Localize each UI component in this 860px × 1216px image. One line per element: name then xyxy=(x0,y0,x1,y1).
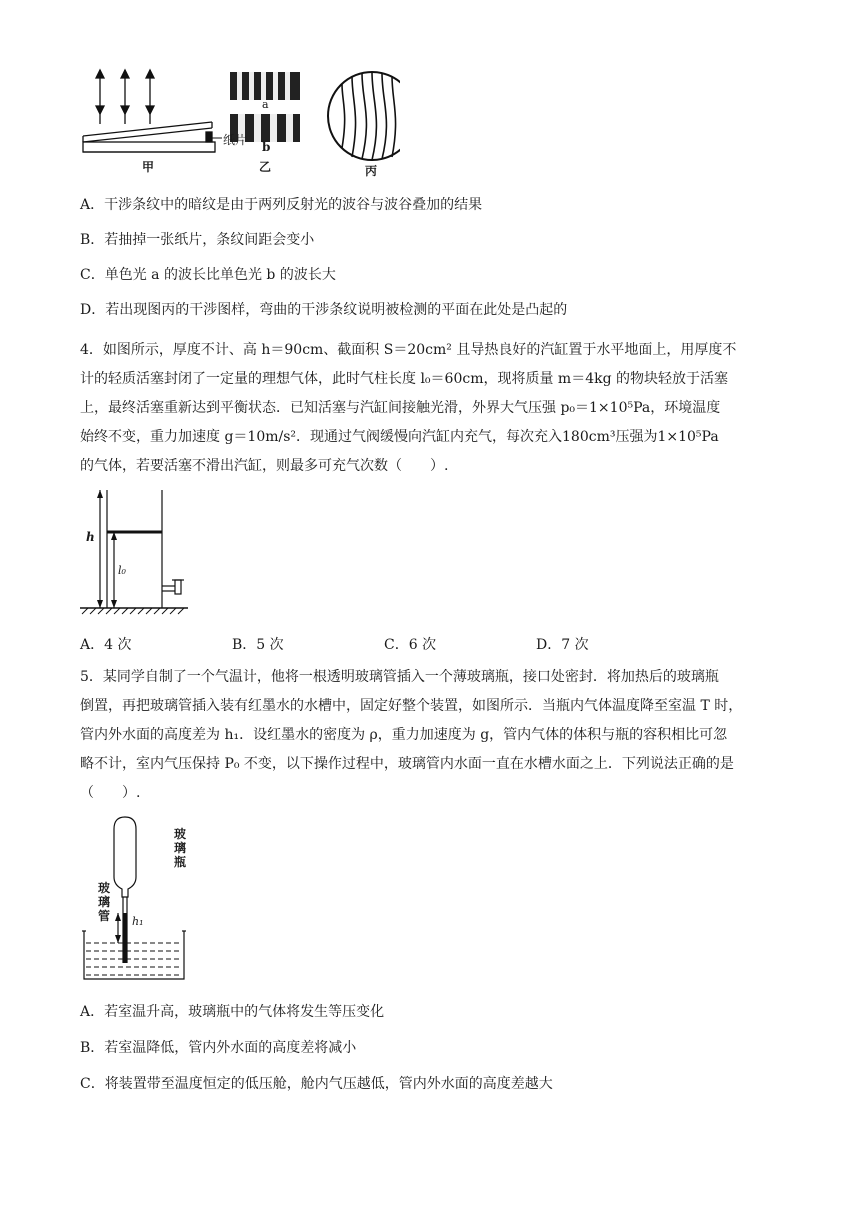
q5-stem xyxy=(80,663,785,808)
q3-option-a: A．干涉条纹中的暗纹是由于两列反射光的波谷与波谷叠加的结果 xyxy=(80,197,483,213)
paper-label: 纸片 xyxy=(223,133,248,147)
curved-fringe-circle xyxy=(328,72,400,160)
fringe-label-b: b xyxy=(262,140,271,154)
figure-label-bing: 丙 xyxy=(365,164,378,178)
q4-line-2: 计的轻质活塞封闭了一定量的理想气体，此时气柱长度 l₀＝60cm，现将质量 m＝4kg 的物块轻放于活塞 xyxy=(80,371,728,387)
q4-option-d: D．7 次 xyxy=(536,637,589,653)
q5-line-3: 管内外水面的高度差为 h₁．设红墨水的密度为 ρ，重力加速度为 g，管内气体的体积与瓶的容积相比可忽 xyxy=(80,727,728,743)
q4-options xyxy=(80,634,780,654)
q5-line-1: 5．某同学自制了一个气温计，他将一根透明玻璃管插入一个薄玻璃瓶，接口处密封．将加热后的玻璃瓶 xyxy=(80,669,719,685)
q4-option-c: C．6 次 xyxy=(384,637,437,653)
q4-line-1: 4．如图所示，厚度不计、高 h＝90cm、截面积 S＝20cm² 且导热良好的汽缸置于水平地面上，用厚度不 xyxy=(80,342,737,358)
bottle-label-char-3: 瓶 xyxy=(174,855,187,869)
tube-label-char-2: 璃 xyxy=(98,895,111,909)
q3-option-c: C．单色光 a 的波长比单色光 b 的波长大 xyxy=(80,267,336,283)
figure-thermometer xyxy=(80,815,200,985)
figure-cylinder-svg xyxy=(80,484,200,620)
q5-line-5: （ ）. xyxy=(80,785,141,801)
q4-line-5: 的气体，若要活塞不滑出汽缸，则最多可充气次数（ ）. xyxy=(80,458,449,474)
tube-label-char-3: 管 xyxy=(98,909,111,923)
q5-option-c: C．将装置带至温度恒定的低压舱，舱内气压越低，管内外水面的高度差越大 xyxy=(80,1076,553,1092)
length-label-l0: l₀ xyxy=(118,564,126,577)
glass-plates xyxy=(83,122,215,152)
q5-option-b: B．若室温降低，管内外水面的高度差将减小 xyxy=(80,1040,357,1056)
q4-stem xyxy=(80,336,785,481)
q3-option-b: B．若抽掉一张纸片，条纹间距会变小 xyxy=(80,232,315,248)
figure-interference xyxy=(80,62,400,177)
q5-line-2: 倒置，再把玻璃管插入装有红墨水的水槽中，固定好整个装置，如图所示．当瓶内气体温度降至室温 T 时， xyxy=(80,698,743,714)
figure-label-yi: 乙 xyxy=(259,160,272,174)
q4-line-3: 上，最终活塞重新达到平衡状态．已知活塞与汽缸间接触光滑，外界大气压强 p₀＝1×10⁵Pa，环境温度 xyxy=(80,400,721,416)
bottle-label xyxy=(174,827,186,869)
incident-light-arrows xyxy=(96,70,154,124)
q5-line-4: 略不计，室内气压保持 P₀ 不变，以下操作过程中，玻璃管内水面一直在水槽水面之上．下列说法正确的是 xyxy=(80,756,734,772)
q3-option-d: D．若出现图丙的干涉图样，弯曲的干涉条纹说明被检测的平面在此处是凸起的 xyxy=(80,302,568,318)
figure-interference-svg xyxy=(80,62,400,177)
figure-label-jia: 甲 xyxy=(142,160,155,174)
bottle-label-char-2: 璃 xyxy=(174,841,187,855)
fringe-label-a: a xyxy=(262,98,269,111)
ground-hatching xyxy=(82,608,184,614)
figure-cylinder xyxy=(80,484,200,620)
height-label-h: h xyxy=(86,530,95,544)
tube-label xyxy=(98,881,110,923)
water-surface xyxy=(86,943,182,975)
bottle-label-char-1: 玻 xyxy=(174,827,187,841)
height-diff-label-h1: h₁ xyxy=(132,915,144,928)
q5-option-a: A．若室温升高，玻璃瓶中的气体将发生等压变化 xyxy=(80,1004,385,1020)
q4-option-a: A．4 次 xyxy=(80,637,132,653)
q4-option-b: B．5 次 xyxy=(232,637,284,653)
fringe-pattern-a xyxy=(230,72,300,100)
q4-line-4: 始终不变，重力加速度 g＝10m/s²．现通过气阀缓慢向汽缸内充气，每次充入180cm³压强为1×10⁵Pa xyxy=(80,429,719,445)
tube-label-char-1: 玻 xyxy=(98,881,111,895)
